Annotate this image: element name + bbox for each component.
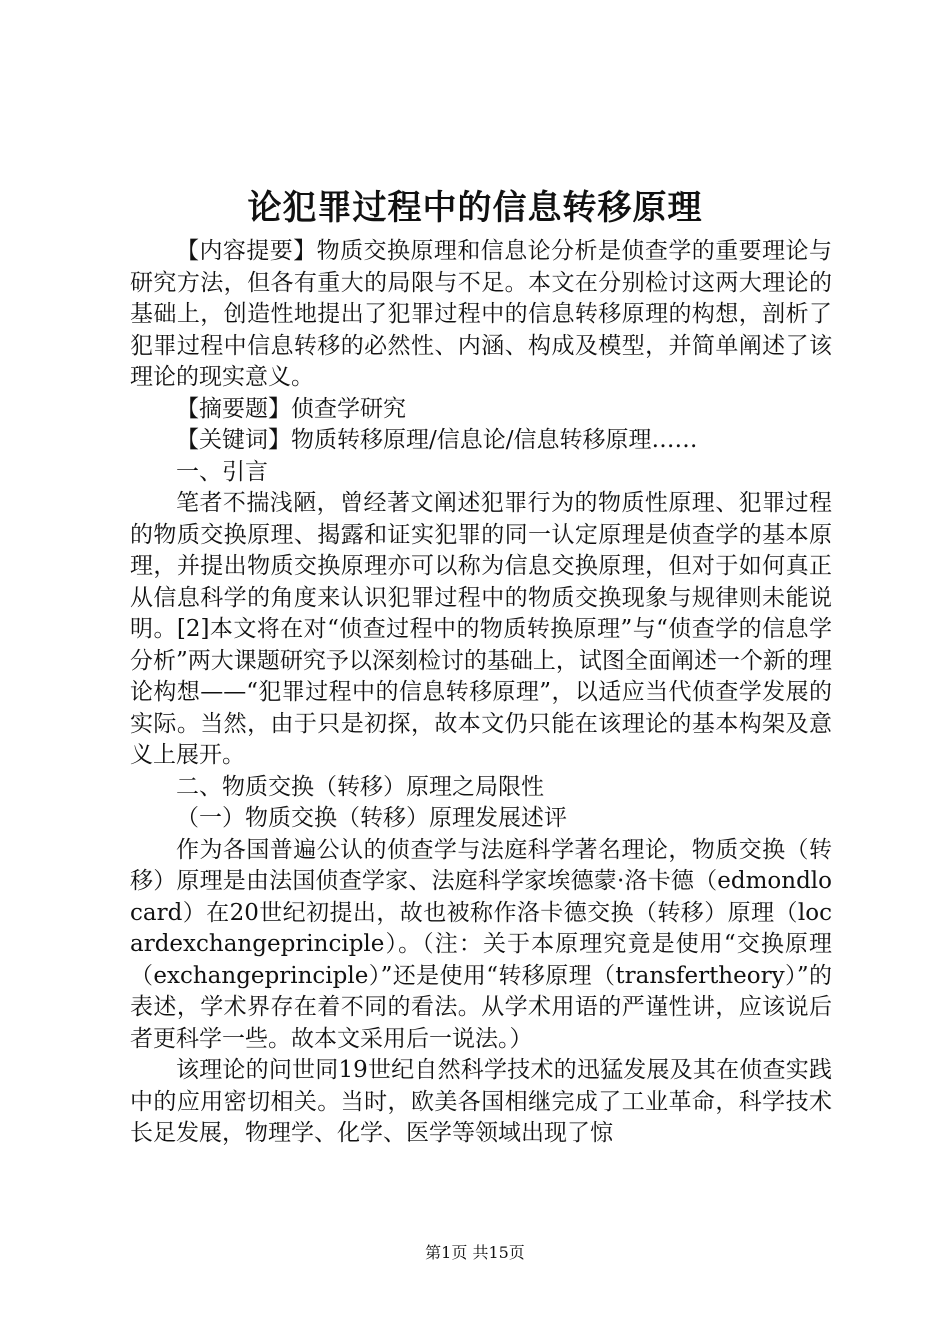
document-title: 论犯罪过程中的信息转移原理 <box>247 188 703 228</box>
subsection-heading: （一）物质交换（转移）原理发展述评 <box>176 805 567 831</box>
keywords-paragraph: 【关键词】物质转移原理/信息论/信息转移原理…… <box>176 427 698 453</box>
body-paragraph: 笔者不揣浅陋，曾经著文阐述犯罪行为的物质性原理、犯罪过程的物质交换原理、揭露和证实犯罪的同一认定原理是侦查学的基本原理，并提出物质交换原理亦可以称为信息交换原理，但对于如何真正从信息科学的角度来认识犯罪过程中的物质交换现象与规律则未能说明。[2]本文将在对“侦查过程中的物质转换原理”与“侦查学的信息学分析”两大课题研究予以深刻检讨的基础上，试图全面阐述一个新的理论构想——“犯罪过程中的信息转移原理”，以适应当代侦查学发展的实际。当然，由于只是初探，故本文仍只能在该理论的基本构架及意义上展开。 <box>130 490 832 768</box>
document-body <box>130 236 832 1150</box>
section-heading-limitations: 二、物质交换（转移）原理之局限性 <box>176 773 544 800</box>
subject-paragraph: 【摘要题】侦查学研究 <box>176 395 406 422</box>
body-paragraph: 作为各国普遍公认的侦查学与法庭科学著名理论，物质交换（转移）原理是由法国侦查学家、法庭科学家埃德蒙·洛卡德（edmondlocard）在20世纪初提出，故也被称作洛卡德交换（转移）原理（locardexchangeprinciple）。（注：关于本原理究竟是使用“交换原理（exchangeprinciple）”还是使用“转移原理（transfertheory）”的表述，学术界存在着不同的看法。从学术用语的严谨性讲，应该说后者更科学一些。故本文采用后一说法。） <box>130 836 832 1052</box>
body-paragraph: 该理论的问世同19世纪自然科学技术的迅猛发展及其在侦查实践中的应用密切相关。当时，欧美各国相继完成了工业革命，科学技术长足发展，物理学、化学、医学等领域出现了惊 <box>130 1057 832 1146</box>
section-heading-introduction: 一、引言 <box>176 458 268 485</box>
page-number-footer: 第1页 共15页 <box>425 1243 525 1262</box>
abstract-paragraph: 【内容提要】物质交换原理和信息论分析是侦查学的重要理论与研究方法，但各有重大的局限与不足。本文在分别检讨这两大理论的基础上，创造性地提出了犯罪过程中的信息转移原理的构想，剖析了犯罪过程中信息转移的必然性、内涵、构成及模型，并简单阐述了该理论的现实意义。 <box>130 238 832 390</box>
